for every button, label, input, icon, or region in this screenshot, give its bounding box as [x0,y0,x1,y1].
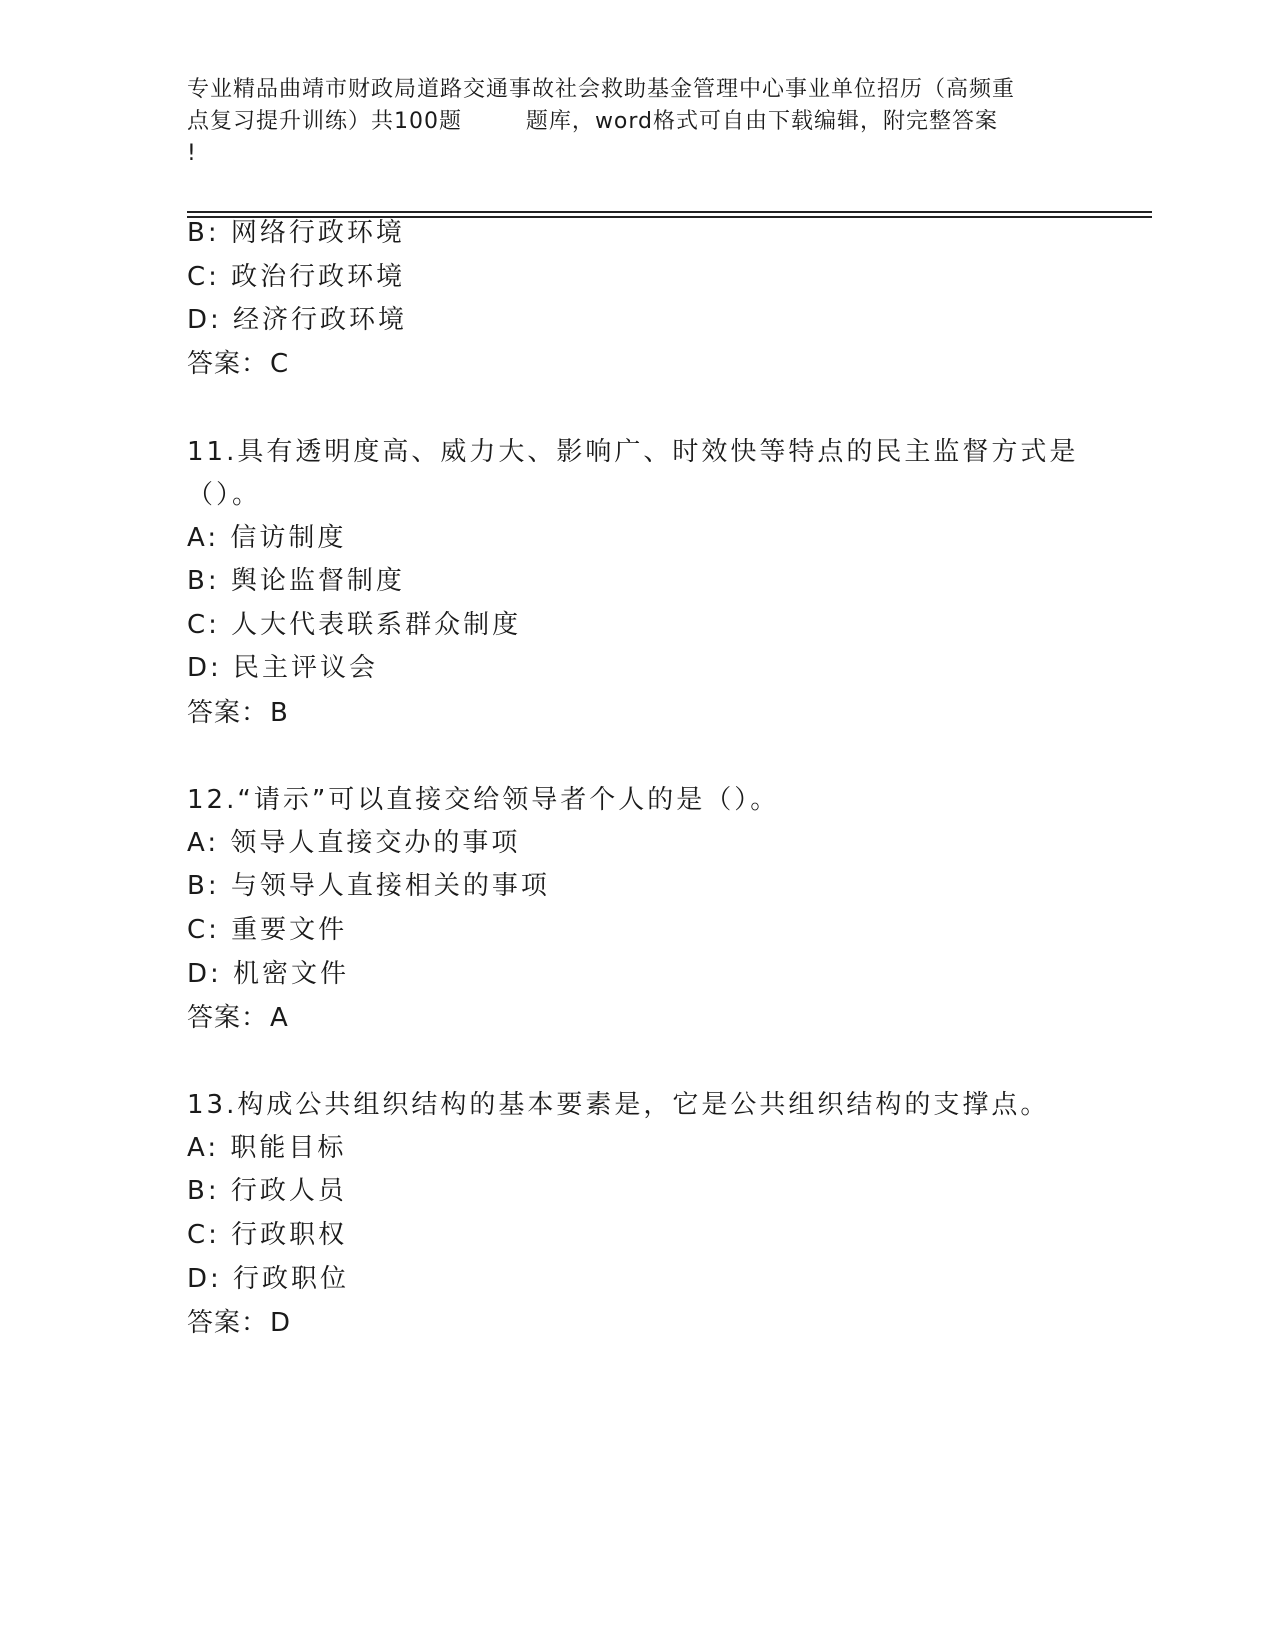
q12-option-a: A: 领导人直接交办的事项 [187,828,521,858]
header-divider-top [187,211,1152,213]
answer-label: 答案： [187,349,269,379]
q13-option-a: A: 职能目标 [187,1133,347,1163]
q13-option-b: B: 行政人员 [187,1176,347,1206]
q12-option-d: D: 机密文件 [187,959,350,989]
answer-label: 答案： [187,1308,269,1338]
header-line-3: ! [187,141,197,166]
answer-value: D [270,1308,292,1338]
answer-value: C [270,349,290,379]
answer-label: 答案： [187,698,269,728]
q11-option-a: A: 信访制度 [187,523,347,553]
q13-stem: 13.构成公共组织结构的基本要素是，它是公共组织结构的支撑点。 [187,1090,1050,1120]
q11-option-c: C: 人大代表联系群众制度 [187,610,522,640]
document-header [187,74,1087,170]
q12-stem: 12.“请示”可以直接交给领导者个人的是（）。 [187,785,780,815]
q11-stem-line-2: （）。 [187,480,262,510]
q10-option-d: D: 经济行政环境 [187,305,408,335]
q11-stem-line-1: 11.具有透明度高、威力大、影响广、时效快等特点的民主监督方式是 [187,437,1079,467]
answer-value: A [270,1003,289,1033]
q11-answer [187,697,289,729]
q12-option-c: C: 重要文件 [187,915,348,945]
q13-option-d: D: 行政职位 [187,1264,350,1294]
q11-option-b: B: 舆论监督制度 [187,566,405,596]
q10-option-c: C: 政治行政环境 [187,262,406,292]
q12-answer [187,1002,289,1034]
answer-label: 答案： [187,1003,269,1033]
q13-answer [187,1307,291,1339]
header-line-1: 专业精品曲靖市财政局道路交通事故社会救助基金管理中心事业单位招历（高频重 [187,77,1016,102]
answer-value: B [270,698,289,728]
q10-answer [187,348,289,380]
q13-option-c: C: 行政职权 [187,1220,348,1250]
q11-option-d: D: 民主评议会 [187,653,379,683]
q12-option-b: B: 与领导人直接相关的事项 [187,871,550,901]
q10-option-b: B: 网络行政环境 [187,218,405,248]
header-line-2: 点复习提升训练）共100题 题库，word格式可自由下载编辑，附完整答案 [187,109,999,134]
